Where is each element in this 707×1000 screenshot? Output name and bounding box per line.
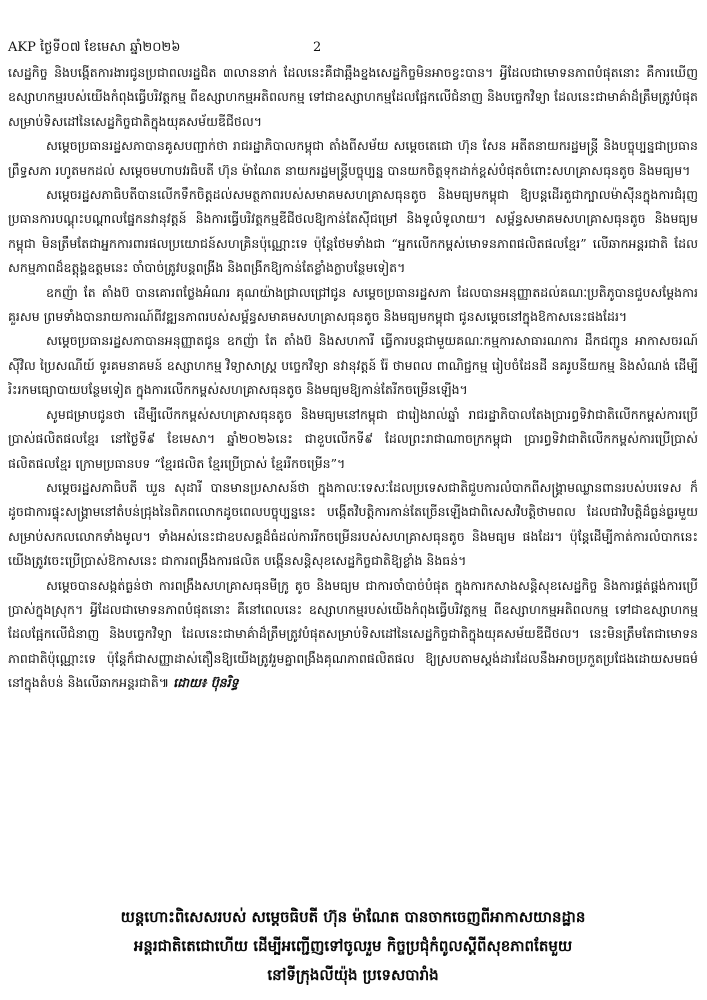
paragraph: សម្តេចរដ្ឋសភាធិបតី ឃួន សុដារី បានមានប្រសាសន៍ថា ក្នុងកាលៈទេសៈដែលប្រទេសជាតិជួបការលំបាកពីសង្គ្រាមឈ្លានពានរបស់បរទេស ក៏ដូចជាការផ្ទុះសង្គ្រាមនៅតំបន់ជ្រុងនៃពិភពលោកដូចពេលបច្ចុប្បន្ននេះ បង្កើតវិបត្តិការកាន់តែច្រើនឡើងជាពិសេសវិបត្តិថាមពល ដែលជាវិបត្តិដ៏ធ្ងន់ធ្ងរមួយសម្រាប់សកលលោកទាំងមូល។ ទាំងអស់នេះជាឧបសគ្គដ៏ធំដល់ការរីកចម្រើនរបស់សហគ្រាសធុនតូច និងមធ្យម ផងដែរ។ ប៉ុន្តែដើម្បីកាត់ការលំបាកនេះ យើងត្រូវចេះប្រើប្រាស់ឱកាសនេះ ជាការពង្រឹងការផលិត បង្កើនសន្តិសុខសេដ្ឋកិច្ចជាតិឱ្យខ្លាំង និងធន់។ [8,479,698,569]
byline: ដោយ៖ ប៊ុនរិទ្ធ [173,675,239,691]
headline-line: អន្តរជាតិតេជោហើយ ដើម្បីអញ្ជើញទៅចូលរួម កិច្ចប្រជុំកំពូលស្តីពីសុខភាពតែមួយ [133,937,573,955]
page-header [8,38,698,58]
headline-line: នៅទីក្រុងលីយ៉ុង ប្រទេសបារាំង [267,966,439,984]
headline [8,903,698,993]
paragraph: សម្តេចប្រធានរដ្ឋសភាបានគូសបញ្ជាក់ថា រាជរដ្ឋាភិបាលកម្ពុជា តាំងពីសម័យ សម្តេចតេជោ ហ៊ុន សែន អតីតនាយករដ្ឋមន្ត្រី និងបច្ចុប្បន្នជាប្រធានព្រឹទ្ធសភា រហូតមកដល់ សម្តេចមហាបវរធិបតី ហ៊ុន ម៉ាណែត នាយករដ្ឋមន្ត្រីបច្ចុប្បន្ន បានយកចិត្តទុកដាក់ខ្ពស់បំផុតចំពោះសហគ្រាសធុនតូច និងមធ្យម។ [8,138,698,178]
paragraph: សូមជម្រាបជូនថា ដើម្បីលើកកម្ពស់សហគ្រាសធុនតូច និងមធ្យមនៅកម្ពុជា ជារៀងរាល់ឆ្នាំ រាជរដ្ឋាភិបាលតែងប្រារព្ធទិវាជាតិលើកកម្ពស់ការប្រើប្រាស់ផលិតផលខ្មែរ នៅថ្ងៃទី៩ ខែមេសា។ ឆ្នាំ២០២៦នេះ ជាខួបលើកទី៩ ដែលព្រះរាជាណាចក្រកម្ពុជា ប្រារព្ធទិវាជាតិលើកកម្ពស់ការប្រើប្រាស់ផលិតផលខ្មែរ ក្រោមប្រធានបទ “ខ្មែរផលិត ខ្មែរប្រើប្រាស់ ខ្មែររីកចម្រើន”។ [8,406,698,471]
paragraph: សម្តេចរដ្ឋសភាធិបតីបានលើកទឹកចិត្តដល់សមត្ថភាពរបស់សមាគមសហគ្រាសធុនតូច និងមធ្យមកម្ពុជា ឱ្យបន្តដើរតួជាក្បាលម៉ាស៊ីនក្នុងការជំរុញប្រធានការបណ្តុះបណ្តាលផ្នែកនវានុវត្តន៍ និងការធ្វើបរិវត្តកម្មឌីជីថលឱ្យកាន់តែស៊ីជម្រៅ និងទូលំទូលាយ។ សម្ព័ន្ធសមាគមសហគ្រាសធុនតូច និងមធ្យមកម្ពុជា មិនត្រឹមតែជាអ្នកការពារផលប្រយោជន៍សហគ្រិនប៉ុណ្ណោះទេ ប៉ុន្តែថែមទាំងជា “អ្នកលើកកម្ពស់មោទនភាពផលិតផលខ្មែរ” លើឆាកអន្តរជាតិ ដែលសកម្មភាពដ៏ឧត្តុង្គឧត្តមនេះ ចាំបាច់ត្រូវបន្តពង្រីង និងពង្រីកឱ្យកាន់តែខ្លាំងក្លាបន្ថែមទៀត។ [8,187,698,276]
paragraph-text: សម្តេចបានសង្កត់ធ្ងន់ថា ការពង្រឹងសហគ្រាសធុនមីក្រូ តូច និងមធ្យម ជាការចាំបាច់បំផុត ក្នុងការកសាងសន្តិសុខសេដ្ឋកិច្ច និងការផ្គត់ផ្គង់ការប្រើប្រាស់ក្នុងស្រុក។ អ្វីដែលជាមោទនភាពបំផុតនោះ គឺនៅពេលនេះ ឧស្សាហកម្មរបស់យើងកំពុងធ្វើបរិវត្តកម្ម ពីឧស្សាហកម្មអតិពលកម្ម ទៅជាឧស្សាហកម្មដែលផ្អែកលើជំនាញ និងបច្ចេកវិទ្យា ដែលនេះជាមាគ៌ាដ៏ត្រឹមត្រូវបំផុតសម្រាប់ទិសដៅនៃសេដ្ឋកិច្ចជាតិក្នុងយុគសម័យឌីជីថល។ នេះមិនត្រឹមតែជាមោទនភាពជាតិប៉ុណ្ណោះទេ ប៉ុន្តែក៏ជាសញ្ញាដាស់តឿនឱ្យយើងត្រូវរួមគ្នាពង្រឹងគុណភាពផលិតផល ឱ្យស្របតាមស្តង់ដារដែលនឹងអាចប្រកួតប្រជែងដោយសមធម៌នៅក្នុងតំបន់ និងលើឆាកអន្តរជាតិ៕ [8,577,698,691]
paragraph: សម្តេចប្រធានរដ្ឋសភាបានអនុញ្ញាតជូន ឧកញ៉ា តែ តាំងប៊ និងសហការី ធ្វើការបន្តជាមួយគណៈកម្មការសាធារណការ ដឹកជញ្ជូន អាកាសចរណ៍ស៊ីវិល ប្រៃសណីយ៍ ទូរគមនាគមន៍ ឧស្សាហកម្ម វិទ្យាសាស្ត្រ បច្ចេកវិទ្យា នវានុវត្តន៍ រ៉ែ ថាមពល ពាណិជ្ជកម្ម រៀបចំដែនដី នគរូបនីយកម្ម និងសំណង់ ដើម្បីរិះរកមធ្យោបាយបន្ថែមទៀត ក្នុងការលើកកម្ពស់សហគ្រាសធុនតូច និងមធ្យមឱ្យកាន់តែរីកចម្រើនឡើង។ [8,333,698,398]
page-number: 2 [313,40,322,55]
paragraph: សេដ្ឋកិច្ច និងបង្កើតការងារជូនប្រជាពលរដ្ឋជិត ៣លាននាក់ ដែលនេះគឺជាឆ្អឹងខ្នងសេដ្ឋកិច្ចមិនអាចខ្វះបាន។ អ្វីដែលជាមោទនភាពបំផុតនោះ គឺការឃើញឧស្សាហកម្មរបស់យើងកំពុងធ្វើបរិវត្តកម្ម ពីឧស្សាហកម្មអតិពលកម្ម ទៅជាឧស្សាហកម្មដែលផ្អែកលើជំនាញ និងបច្ចេកវិទ្យា ដែលនេះជាមាគ៌ាដ៏ត្រឹមត្រូវបំផុតសម្រាប់ទិសដៅនៃសេដ្ឋកិច្ចជាតិក្នុងយុគសម័យឌីជីថល។ [8,65,698,129]
paragraph-last [8,574,698,696]
headline-line: យន្តហោះពិសេសរបស់ សម្តេចធិបតី ហ៊ុន ម៉ាណែត បានចាកចេញពីអាកាសយានដ្ឋាន [120,908,586,926]
paragraph: ឧកញ៉ា តែ តាំងប៊ បានគោរពថ្លែងអំណរ គុណយ៉ាងជ្រាលជ្រៅជូន សម្តេចប្រធានរដ្ឋសភា ដែលបានអនុញ្ញាតដល់គណៈប្រតិភូបានជួបសម្តែងការគួរសម ព្រមទាំងបានរាយការណ៍ពីវឌ្ឍនភាពរបស់សម្ព័ន្ធសមាគមសហគ្រាសធុនតូច និងមធ្យមកម្ពុជា ជូនសម្តេចនៅក្នុងឱកាសនេះផងដែរ។ [8,284,698,325]
header-date: AKP ថ្ងៃទី០៧ ខែមេសា ឆ្នាំ២០២៦ [8,40,181,55]
article-body [8,61,698,903]
